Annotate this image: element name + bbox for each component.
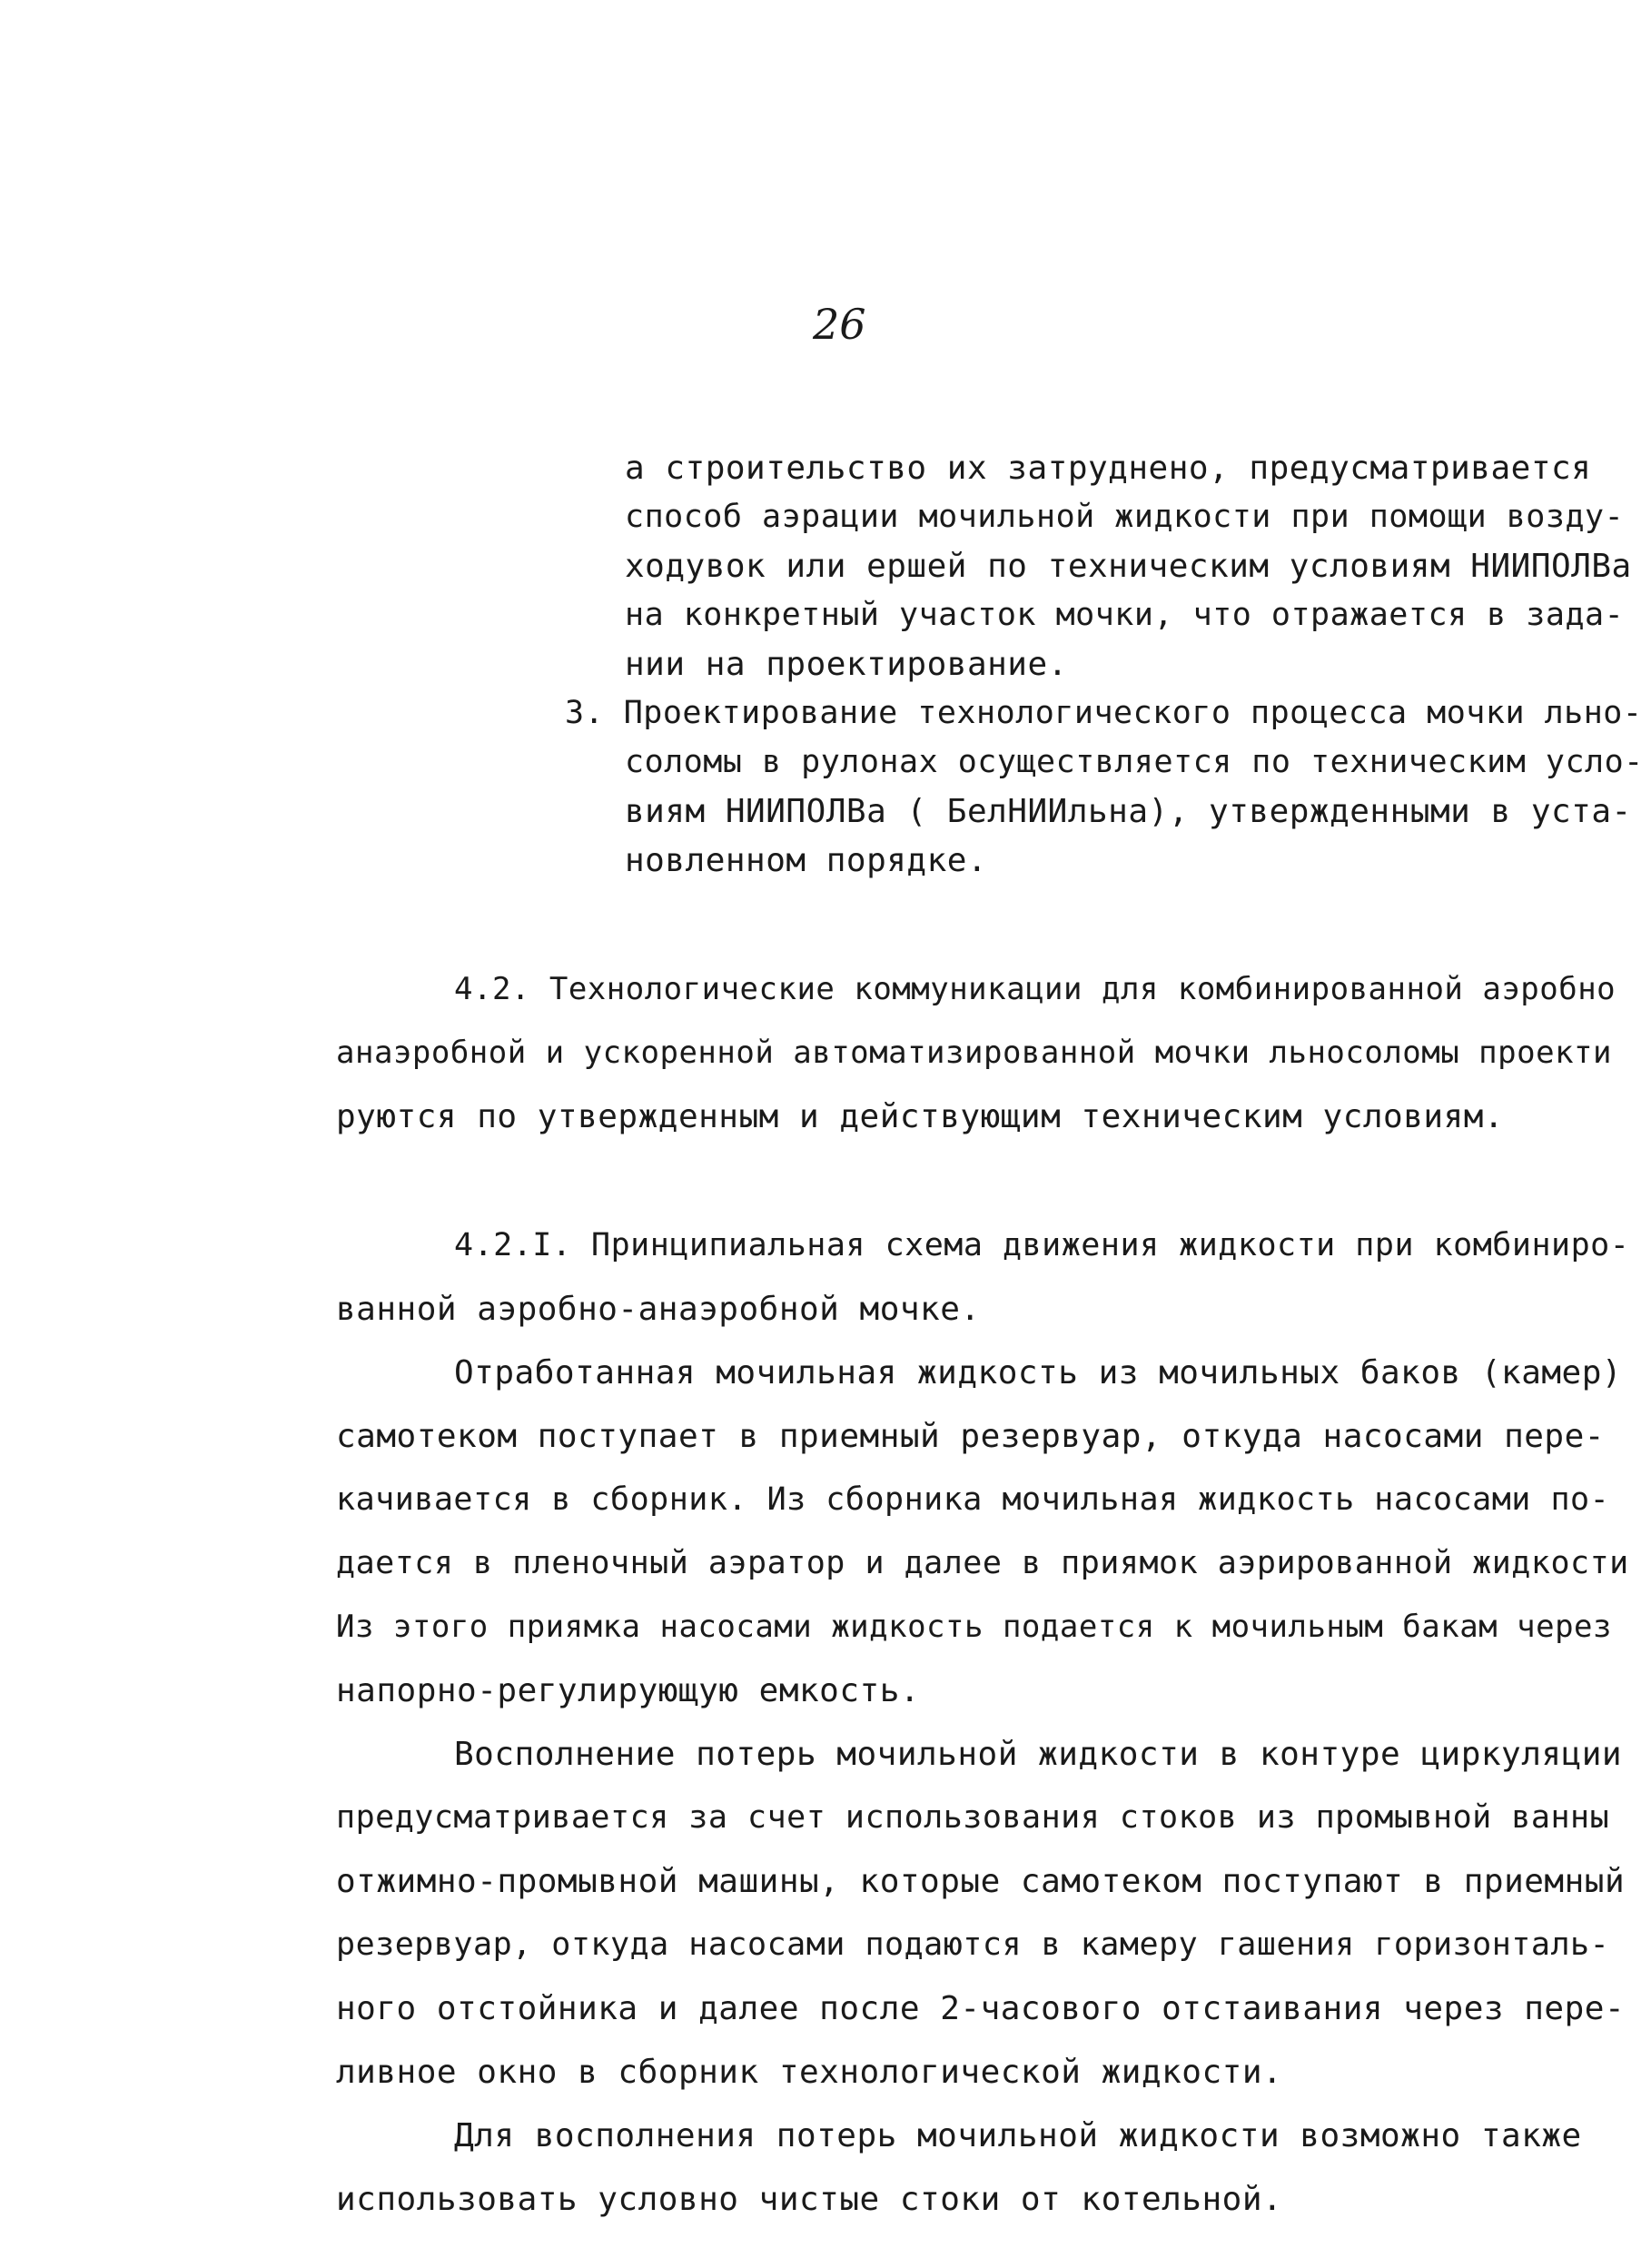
text-line: Восполнение потерь мочильной жидкости в контуре циркуляции bbox=[454, 1736, 1623, 1773]
text-line: Из этого приямка насосами жидкость подается к мочильным бакам через bbox=[336, 1609, 1612, 1645]
text-line: соломы в рулонах осуществляется по техническим усло- bbox=[625, 744, 1644, 780]
text-line: 4.2. Технологические коммуникации для комбинированной аэробно bbox=[454, 971, 1616, 1007]
text-line: дается в пленочный аэратор и далее в приямок аэрированной жидкости bbox=[336, 1545, 1629, 1581]
text-line: нии на проектирование. bbox=[625, 646, 1068, 683]
text-line: напорно-регулирующую емкость. bbox=[336, 1672, 921, 1709]
text-line: способ аэрации мочильной жидкости при помощи возду- bbox=[625, 499, 1625, 535]
text-line: ходувок или ершей по техническим условиям НИИПОЛВа bbox=[625, 548, 1632, 585]
text-line: анаэробной и ускоренной автоматизированной мочки льносоломы проекти bbox=[336, 1035, 1612, 1071]
text-line: 4.2.I. Принципиальная схема движения жидкости при комбиниро- bbox=[454, 1227, 1630, 1263]
text-line: новленном порядке. bbox=[625, 842, 988, 879]
text-line: ливное окно в сборник технологической жидкости. bbox=[336, 2054, 1283, 2091]
text-line: а строительство их затруднено, предусматривается bbox=[625, 450, 1592, 487]
text-line: виям НИИПОЛВа ( БелНИИльна), утвержденными в уста- bbox=[625, 793, 1632, 830]
text-line: ванной аэробно-анаэробной мочке. bbox=[336, 1291, 981, 1328]
text-line: 3. Проектирование технологического процесса мочки льно- bbox=[565, 695, 1643, 731]
text-line: Для восполнения потерь мочильной жидкости возможно также bbox=[454, 2117, 1582, 2154]
text-line: самотеком поступает в приемный резервуар, откуда насосами пере- bbox=[336, 1418, 1605, 1455]
text-line: использовать условно чистые стоки от котельной. bbox=[336, 2181, 1283, 2218]
text-line: качивается в сборник. Из сборника мочильная жидкость насосами по- bbox=[336, 1481, 1610, 1518]
text-line: резервуар, откуда насосами подаются в камеру гашения горизонталь- bbox=[336, 1926, 1610, 1963]
text-line: отжимно-промывной машины, которые самотеком поступают в приемный bbox=[336, 1863, 1626, 1900]
text-line: Отработанная мочильная жидкость из мочильных баков (камер) bbox=[454, 1354, 1623, 1392]
text-line: предусматривается за счет использования стоков из промывной ванны bbox=[336, 1799, 1610, 1836]
page-number: 26 bbox=[813, 300, 866, 349]
text-line: на конкретный участок мочки, что отражается в зада- bbox=[625, 597, 1625, 633]
text-line: руются по утвержденным и действующим техническим условиям. bbox=[336, 1098, 1505, 1135]
text-line: ного отстойника и далее после 2-часового отстаивания через пере- bbox=[336, 1990, 1626, 2027]
